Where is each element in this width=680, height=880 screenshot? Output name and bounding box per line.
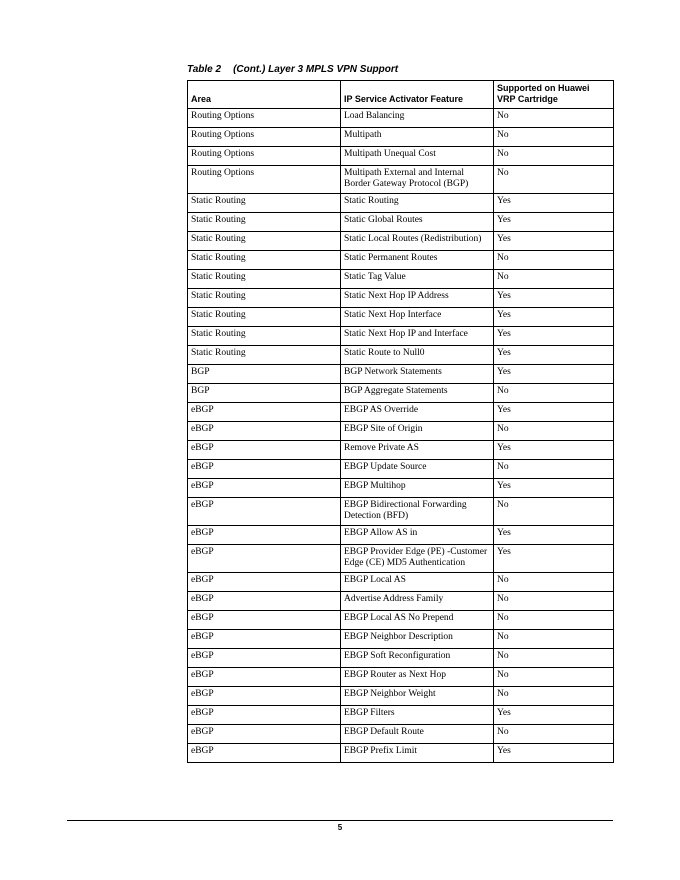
cell-area: Static Routing	[188, 251, 341, 270]
cell-feature: Multipath	[341, 128, 494, 147]
cell-supported: No	[494, 384, 614, 403]
cell-supported: Yes	[494, 308, 614, 327]
cell-supported: Yes	[494, 327, 614, 346]
cell-feature: Load Balancing	[341, 109, 494, 128]
cell-feature: Multipath External and Internal Border Gateway Protocol (BGP)	[341, 166, 494, 194]
cell-feature: Static Tag Value	[341, 270, 494, 289]
cell-feature: EBGP Site of Origin	[341, 422, 494, 441]
table-caption	[187, 64, 398, 75]
table-row	[188, 109, 614, 128]
cell-area: eBGP	[188, 611, 341, 630]
cell-feature: BGP Aggregate Statements	[341, 384, 494, 403]
table-row	[188, 545, 614, 573]
cell-feature: Static Permanent Routes	[341, 251, 494, 270]
table-row	[188, 213, 614, 232]
cell-supported: Yes	[494, 706, 614, 725]
cell-supported: Yes	[494, 346, 614, 365]
table-row	[188, 744, 614, 763]
cell-feature: Remove Private AS	[341, 441, 494, 460]
table-row	[188, 308, 614, 327]
cell-area: Static Routing	[188, 194, 341, 213]
cell-area: Routing Options	[188, 128, 341, 147]
cell-supported: No	[494, 592, 614, 611]
table-row	[188, 346, 614, 365]
cell-area: eBGP	[188, 668, 341, 687]
cell-feature: Static Next Hop IP Address	[341, 289, 494, 308]
cell-area: eBGP	[188, 498, 341, 526]
cell-supported: Yes	[494, 213, 614, 232]
cell-area: Routing Options	[188, 109, 341, 128]
table-row	[188, 441, 614, 460]
table-row	[188, 327, 614, 346]
table-row	[188, 630, 614, 649]
cell-area: Static Routing	[188, 308, 341, 327]
cell-supported: Yes	[494, 365, 614, 384]
table-row	[188, 422, 614, 441]
cell-area: eBGP	[188, 630, 341, 649]
header-supported: Supported on Huawei VRP Cartridge	[494, 81, 614, 109]
table-body	[188, 109, 614, 763]
cell-supported: No	[494, 725, 614, 744]
header-area: Area	[188, 81, 341, 109]
cell-area: Static Routing	[188, 289, 341, 308]
table-row	[188, 592, 614, 611]
cell-feature: Static Global Routes	[341, 213, 494, 232]
cell-supported: No	[494, 687, 614, 706]
table-row	[188, 668, 614, 687]
cell-feature: EBGP Default Route	[341, 725, 494, 744]
table-row	[188, 403, 614, 422]
cell-feature: Multipath Unequal Cost	[341, 147, 494, 166]
cell-supported: No	[494, 630, 614, 649]
cell-feature: EBGP Multihop	[341, 479, 494, 498]
cell-feature: EBGP Provider Edge (PE) -Customer Edge (CE) MD5 Authentication	[341, 545, 494, 573]
table-row	[188, 147, 614, 166]
cell-area: eBGP	[188, 725, 341, 744]
table-row	[188, 611, 614, 630]
table-row	[188, 479, 614, 498]
cell-area: Static Routing	[188, 327, 341, 346]
cell-supported: Yes	[494, 403, 614, 422]
cell-area: eBGP	[188, 479, 341, 498]
cell-supported: No	[494, 611, 614, 630]
cell-feature: BGP Network Statements	[341, 365, 494, 384]
table-row	[188, 166, 614, 194]
table-row	[188, 194, 614, 213]
table-row	[188, 460, 614, 479]
cell-area: Static Routing	[188, 346, 341, 365]
cell-supported: No	[494, 649, 614, 668]
cell-area: eBGP	[188, 592, 341, 611]
cell-area: BGP	[188, 384, 341, 403]
cell-area: Static Routing	[188, 232, 341, 251]
cell-area: eBGP	[188, 545, 341, 573]
table-row	[188, 687, 614, 706]
cell-supported: Yes	[494, 545, 614, 573]
cell-supported: No	[494, 422, 614, 441]
cell-feature: Static Routing	[341, 194, 494, 213]
cell-area: eBGP	[188, 706, 341, 725]
cell-supported: Yes	[494, 289, 614, 308]
cell-supported: No	[494, 128, 614, 147]
cell-area: eBGP	[188, 460, 341, 479]
cell-supported: No	[494, 460, 614, 479]
table-row	[188, 232, 614, 251]
cell-supported: Yes	[494, 744, 614, 763]
cell-area: Routing Options	[188, 166, 341, 194]
cell-area: eBGP	[188, 403, 341, 422]
cell-area: Static Routing	[188, 213, 341, 232]
cell-supported: Yes	[494, 232, 614, 251]
cell-feature: Static Local Routes (Redistribution)	[341, 232, 494, 251]
header-feature: IP Service Activator Feature	[341, 81, 494, 109]
cell-area: eBGP	[188, 422, 341, 441]
table-row	[188, 384, 614, 403]
table-row	[188, 270, 614, 289]
table-row	[188, 573, 614, 592]
cell-supported: Yes	[494, 441, 614, 460]
cell-feature: EBGP Soft Reconfiguration	[341, 649, 494, 668]
cell-supported: No	[494, 109, 614, 128]
table-row	[188, 251, 614, 270]
cell-feature: EBGP Local AS No Prepend	[341, 611, 494, 630]
cell-feature: EBGP Router as Next Hop	[341, 668, 494, 687]
cell-supported: Yes	[494, 526, 614, 545]
table-row	[188, 365, 614, 384]
table-row	[188, 128, 614, 147]
cell-feature: EBGP Allow AS in	[341, 526, 494, 545]
cell-feature: EBGP Neighbor Weight	[341, 687, 494, 706]
cell-feature: EBGP Neighbor Description	[341, 630, 494, 649]
cell-supported: No	[494, 573, 614, 592]
cell-supported: No	[494, 498, 614, 526]
caption-label: Table 2	[187, 64, 222, 75]
cell-feature: Static Route to Null0	[341, 346, 494, 365]
cell-feature: Static Next Hop IP and Interface	[341, 327, 494, 346]
cell-area: eBGP	[188, 573, 341, 592]
cell-area: BGP	[188, 365, 341, 384]
cell-area: Static Routing	[188, 270, 341, 289]
page-number: 5	[337, 823, 343, 832]
cell-area: Routing Options	[188, 147, 341, 166]
cell-feature: EBGP AS Override	[341, 403, 494, 422]
table-header-row	[188, 81, 614, 109]
cell-supported: No	[494, 251, 614, 270]
table-row	[188, 706, 614, 725]
cell-supported: Yes	[494, 194, 614, 213]
table-row	[188, 498, 614, 526]
cell-area: eBGP	[188, 687, 341, 706]
table-row	[188, 725, 614, 744]
cell-feature: Advertise Address Family	[341, 592, 494, 611]
cell-supported: No	[494, 270, 614, 289]
cell-supported: Yes	[494, 479, 614, 498]
cell-supported: No	[494, 166, 614, 194]
caption-title: (Cont.) Layer 3 MPLS VPN Support	[233, 64, 399, 75]
footer-rule	[67, 820, 613, 821]
mpls-vpn-support-table	[187, 80, 614, 763]
table-row	[188, 289, 614, 308]
cell-area: eBGP	[188, 441, 341, 460]
cell-feature: EBGP Prefix Limit	[341, 744, 494, 763]
cell-feature: EBGP Filters	[341, 706, 494, 725]
cell-feature: EBGP Update Source	[341, 460, 494, 479]
cell-supported: No	[494, 147, 614, 166]
table-row	[188, 649, 614, 668]
cell-feature: Static Next Hop Interface	[341, 308, 494, 327]
cell-area: eBGP	[188, 649, 341, 668]
cell-area: eBGP	[188, 526, 341, 545]
cell-area: eBGP	[188, 744, 341, 763]
cell-supported: No	[494, 668, 614, 687]
cell-feature: EBGP Local AS	[341, 573, 494, 592]
cell-feature: EBGP Bidirectional Forwarding Detection (BFD)	[341, 498, 494, 526]
table-row	[188, 526, 614, 545]
